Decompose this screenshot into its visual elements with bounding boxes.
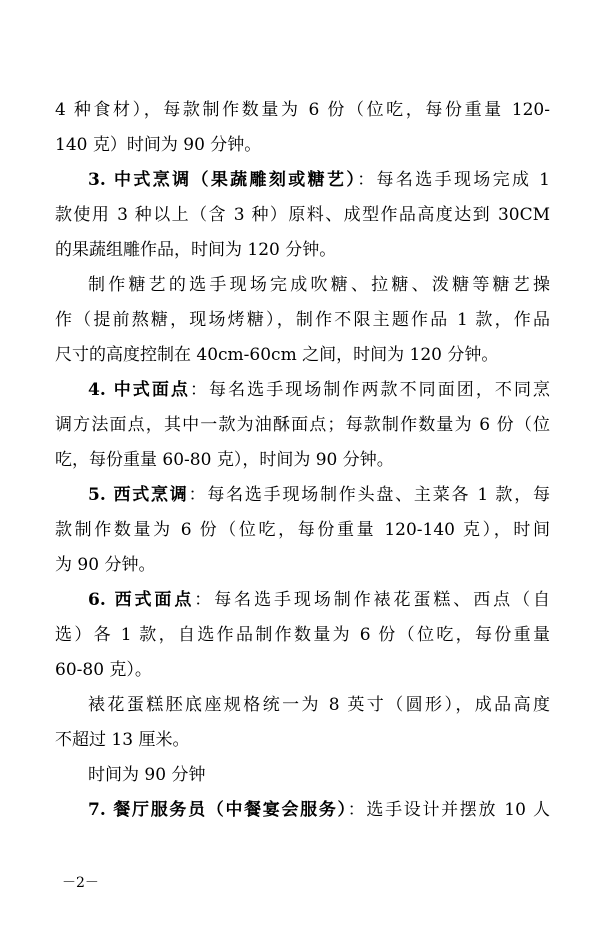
paragraph-line: 尺寸的高度控制在 40cm-60cm 之间，时间为 120 分钟。: [55, 345, 499, 365]
paragraph-line: 制作糖艺的选手现场完成吹糖、拉糖、泼糖等糖艺操: [88, 275, 550, 295]
paragraph-text: ：每名选手现场制作两款不同面团，不同烹: [189, 380, 551, 400]
paragraph-line: 款制作数量为 6 份（位吃，每份重量 120-140 克），时间: [55, 520, 550, 540]
section-4-first-line: [88, 378, 550, 402]
paragraph-line: 为 90 分钟。: [55, 555, 156, 575]
section-5-first-line: [88, 483, 550, 507]
paragraph-line: 60-80 克）。: [55, 660, 152, 680]
section-3-first-line: [88, 168, 550, 192]
page-number: －2－: [62, 875, 99, 891]
paragraph-text: ：每名选手现场制作头盘、主菜各 1 款，每: [188, 485, 550, 505]
paragraph-text: ：每名选手现场制作裱花蛋糕、西点（自: [194, 590, 551, 610]
paragraph-line: 裱花蛋糕胚底座规格统一为 8 英寸（圆形），成品高度: [88, 695, 550, 715]
section-heading: 3. 中式烹调（果蔬雕刻或糖艺）: [88, 170, 358, 190]
paragraph-line: 4 种食材），每款制作数量为 6 份（位吃，每份重量 120-: [55, 100, 550, 120]
paragraph-line: 调方法面点，其中一款为油酥面点；每款制作数量为 6 份（位: [55, 415, 550, 435]
paragraph-line: 时间为 90 分钟: [88, 765, 206, 785]
section-heading: 6. 西式面点: [88, 590, 195, 610]
paragraph-line: 款使用 3 种以上（含 3 种）原料、成型作品高度达到 30CM: [55, 205, 550, 225]
paragraph-line: 的果蔬组雕作品，时间为 120 分钟。: [55, 240, 337, 260]
section-6-first-line: [88, 588, 550, 612]
section-7-first-line: [88, 798, 550, 822]
section-heading: 7. 餐厅服务员（中餐宴会服务）: [88, 800, 348, 820]
paragraph-line: 不超过 13 厘米。: [55, 730, 190, 750]
paragraph-text: ：每名选手现场完成 1: [357, 170, 550, 190]
paragraph-line: 作（提前熬糖，现场烤糖），制作不限主题作品 1 款，作品: [55, 310, 550, 330]
paragraph-line: 140 克）时间为 90 分钟。: [55, 135, 262, 155]
paragraph-line: 吃，每份重量 60-80 克），时间为 90 分钟。: [55, 450, 394, 470]
paragraph-line: 选）各 1 款，自选作品制作数量为 6 份（位吃，每份重量: [55, 625, 550, 645]
section-heading: 4. 中式面点: [88, 380, 190, 400]
section-heading: 5. 西式烹调: [88, 485, 189, 505]
paragraph-text: ：选手设计并摆放 10 人: [347, 800, 550, 820]
